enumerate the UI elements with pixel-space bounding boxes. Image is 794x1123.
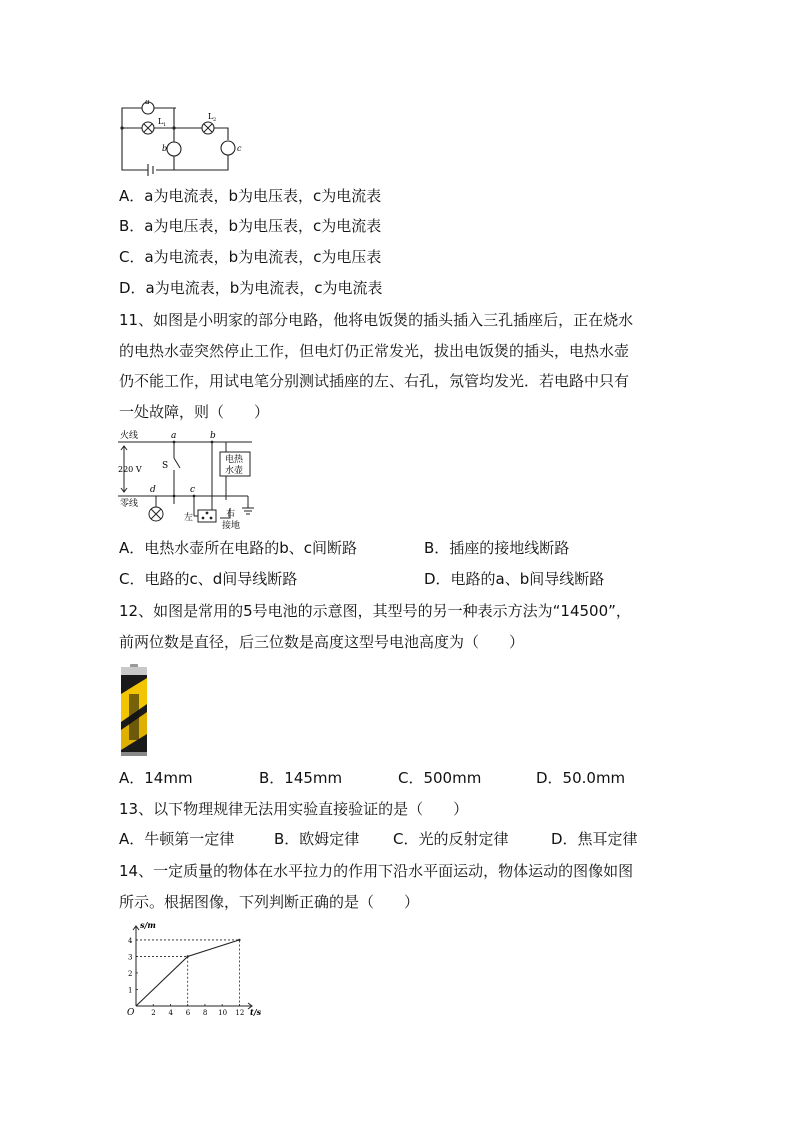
q10-option-c: C．a为电流表，b为电流表，c为电压表 [119, 248, 382, 266]
label-l1: L [158, 117, 164, 126]
socket-icon [198, 510, 216, 522]
q13-option-a: A．牛顿第一定律 [119, 830, 235, 848]
q11-stem-line-2: 的电热水壶突然停止工作，但电灯仍正常发光，拔出电饭煲的插头，电热水壶 [119, 342, 630, 360]
kettle-label-1: 电热 [225, 455, 244, 465]
q11-stem-line-3: 仍不能工作，用试电笔分别测试插座的左、右孔，氖管均发光．若电路中只有 [119, 372, 630, 390]
q10-option-b: B．a为电压表，b为电压表，c为电流表 [119, 217, 382, 235]
label-left: 左 [184, 513, 194, 523]
label-l2-sub: 2 [213, 117, 217, 123]
lamp-icon [149, 507, 163, 521]
q11-stem-line-4: 一处故障，则（ ） [119, 403, 270, 421]
q12-stem-line-2: 前两位数是直径，后三位数是高度这型号电池高度为（ ） [119, 633, 525, 651]
q11-option-a: A．电热水壶所在电路的b、c间断路 [119, 539, 358, 557]
x-tick-label: 12 [235, 1009, 245, 1017]
q11-option-d: D．电路的a、b间导线断路 [424, 570, 605, 588]
y-axis-label: s/m [140, 922, 156, 930]
label-l2: L [208, 112, 214, 121]
q12-stem-line-1: 12、如图是常用的5号电池的示意图，其型号的另一种表示方法为“14500”， [119, 602, 631, 620]
label-d: d [150, 485, 156, 495]
data-point [238, 939, 240, 941]
label-live: 火线 [120, 431, 139, 441]
label-a: a [171, 431, 177, 441]
battery-image [119, 664, 149, 756]
x-tick-label: 4 [168, 1009, 173, 1017]
x-tick-label: 10 [218, 1009, 228, 1017]
origin-label: O [127, 1008, 135, 1018]
y-tick-label: 4 [128, 936, 133, 945]
x-tick-label: 6 [185, 1009, 191, 1017]
q13-option-d: D．焦耳定律 [551, 830, 638, 848]
y-tick-label: 1 [128, 986, 133, 995]
kettle-label-2: 水壶 [225, 466, 244, 476]
q13-option-c: C．光的反射定律 [393, 830, 509, 848]
label-b: b [162, 144, 168, 153]
x-tick-label: 8 [202, 1009, 208, 1017]
q12-option-c: C．500mm [398, 769, 482, 787]
label-voltage: 220 V [118, 465, 142, 474]
y-tick-label: 2 [128, 969, 133, 978]
s-t-chart [122, 922, 262, 1018]
q10-option-d: D．a为电流表，b为电流表，c为电流表 [119, 279, 383, 297]
meter-c [221, 141, 235, 155]
label-c: c [237, 144, 242, 153]
label-b: b [210, 431, 216, 441]
q12-option-a: A．14mm [119, 769, 193, 787]
q14-stem-line-1: 14、一定质量的物体在水平拉力的作用下沿水平面运动，物体运动的图像如图 [119, 862, 634, 880]
label-c: c [190, 485, 196, 495]
lamp-l1 [142, 122, 154, 134]
q10-option-a: A．a为电流表，b为电压表，c为电流表 [119, 187, 382, 205]
label-ground: 接地 [222, 521, 241, 530]
q12-option-d: D．50.0mm [536, 769, 626, 787]
label-l1-sub: 1 [163, 122, 167, 128]
q11-stem-line-1: 11、如图是小明家的部分电路，他将电饭煲的插头插入三孔插座后，正在烧水 [119, 311, 634, 329]
lamp-l2 [202, 122, 214, 134]
meter-b [167, 142, 181, 156]
y-axis [133, 926, 139, 1006]
q10-circuit-diagram [116, 100, 246, 176]
data-point [186, 955, 188, 957]
y-tick-label: 3 [128, 953, 133, 962]
x-axis-label: t/s [250, 1007, 262, 1017]
q11-option-c: C．电路的c、d间导线断路 [119, 570, 298, 588]
q13-stem: 13、以下物理规律无法用实验直接验证的是（ ） [119, 800, 469, 818]
label-a: a [145, 100, 150, 106]
label-right: 右 [226, 509, 236, 519]
q14-stem-line-2: 所示。根据图像，下列判断正确的是（ ） [119, 893, 420, 911]
label-s: S [162, 461, 169, 471]
q11-household-circuit-diagram [116, 428, 266, 530]
label-neutral: 零线 [120, 499, 139, 509]
x-tick-label: 2 [151, 1009, 156, 1017]
q12-option-b: B．145mm [259, 769, 343, 787]
q11-option-b: B．插座的接地线断路 [424, 539, 570, 557]
q13-option-b: B．欧姆定律 [274, 830, 360, 848]
